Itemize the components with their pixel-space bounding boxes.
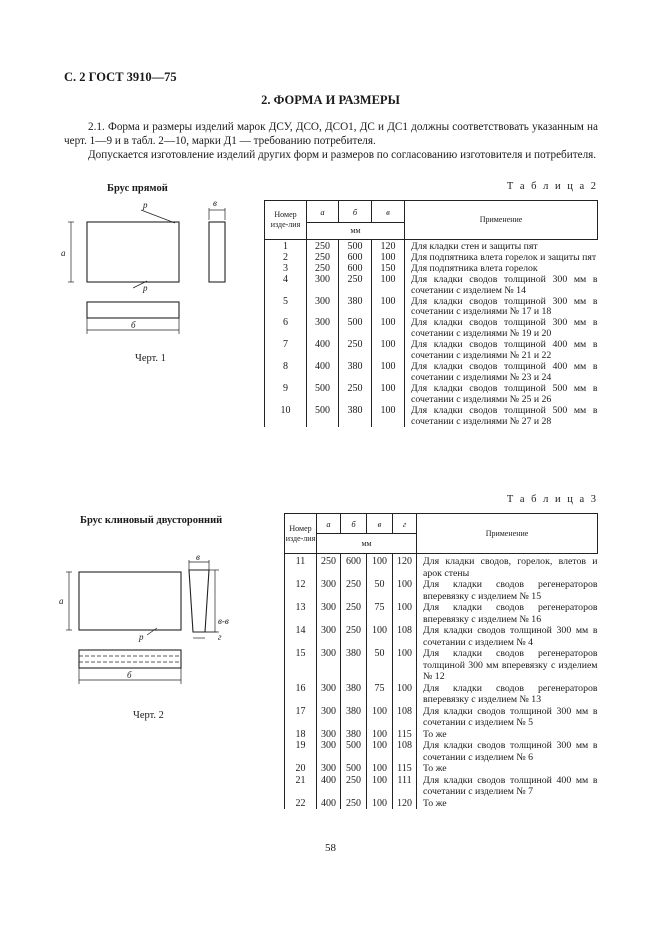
table2-cell-number: 3 [265, 264, 307, 275]
table3-cell-g: 115 [393, 729, 417, 741]
table3-cell-b: 600 [341, 554, 367, 580]
table3-cell-v: 100 [367, 775, 393, 798]
table-row [285, 579, 598, 602]
table3-caption: Т а б л и ц а 3 [506, 494, 598, 505]
table-row [285, 729, 598, 741]
table3-cell-v: 100 [367, 763, 393, 775]
table3-cell-a: 250 [317, 554, 341, 580]
table3-cell-application: То же [417, 763, 598, 775]
table3-cell-a: 300 [317, 740, 341, 763]
table3-cell-v: 100 [367, 798, 393, 810]
table3-cell-v: 100 [367, 625, 393, 648]
figure2-front-view [79, 572, 181, 630]
table-row [285, 554, 598, 580]
table3-header-application: Применение [417, 514, 598, 554]
table2-cell-v: 100 [372, 253, 405, 264]
table2-cell-a: 400 [307, 362, 339, 384]
table3-header-g: г [393, 514, 417, 534]
table-row [285, 763, 598, 775]
table2-cell-b: 380 [339, 297, 372, 319]
table2-cell-application: Для кладки сводов толщиной 300 мм в сочетании с изделием № 14 [405, 275, 598, 297]
table2-cell-number: 2 [265, 253, 307, 264]
table3-cell-a: 300 [317, 763, 341, 775]
table3-cell-a: 300 [317, 683, 341, 706]
table3-header-number: Номер изде-лия [285, 514, 317, 554]
table2-cell-a: 500 [307, 406, 339, 428]
figure2-label-v: в [196, 552, 200, 562]
table2-header-b: б [339, 201, 372, 223]
table3-cell-v: 100 [367, 706, 393, 729]
table-row [265, 340, 598, 362]
figure2-drawing [55, 550, 255, 700]
table2-cell-a: 300 [307, 318, 339, 340]
table3-cell-b: 380 [341, 729, 367, 741]
table2-header-unit: мм [307, 223, 405, 240]
table2-cell-a: 400 [307, 340, 339, 362]
table3-cell-v: 75 [367, 602, 393, 625]
table2-cell-b: 380 [339, 406, 372, 428]
table3-cell-a: 300 [317, 579, 341, 602]
figure2-label-b: б [127, 670, 132, 680]
table3-cell-application: Для кладки сводов толщиной 400 мм в сочетании с изделием № 7 [417, 775, 598, 798]
table2-cell-number: 9 [265, 384, 307, 406]
figure2-top-view [79, 650, 181, 668]
table2-cell-b: 250 [339, 275, 372, 297]
table3-cell-a: 300 [317, 648, 341, 683]
table3-cell-g: 120 [393, 798, 417, 810]
table2 [264, 200, 598, 427]
table2-cell-number: 6 [265, 318, 307, 340]
table3-cell-b: 380 [341, 648, 367, 683]
figure1-caption: Черт. 1 [135, 353, 166, 364]
table3-cell-number: 16 [285, 683, 317, 706]
figure2-caption: Черт. 2 [133, 710, 164, 721]
table2-cell-number: 7 [265, 340, 307, 362]
table2-cell-application: Для кладки сводов толщиной 500 мм в сочетании с изделиями № 27 и 28 [405, 406, 598, 428]
table-row [285, 798, 598, 810]
table2-cell-v: 100 [372, 406, 405, 428]
table3-cell-g: 111 [393, 775, 417, 798]
table2-cell-a: 300 [307, 297, 339, 319]
figure1-label-r-bottom: р [143, 283, 148, 293]
table3-cell-application: Для кладки сводов толщиной 300 мм в сочетании с изделием № 5 [417, 706, 598, 729]
table3-cell-application: Для кладки сводов регенераторов вперевязку с изделием № 15 [417, 579, 598, 602]
table2-cell-b: 500 [339, 318, 372, 340]
figure1-label-a: а [61, 248, 66, 258]
table3-cell-b: 380 [341, 683, 367, 706]
table3-cell-a: 300 [317, 602, 341, 625]
table3-cell-g: 108 [393, 625, 417, 648]
table2-cell-application: Для кладки сводов толщиной 500 мм в сочетании с изделиями № 25 и 26 [405, 384, 598, 406]
table2-cell-v: 100 [372, 384, 405, 406]
table3-cell-b: 250 [341, 579, 367, 602]
table3-cell-number: 18 [285, 729, 317, 741]
table3-cell-a: 400 [317, 798, 341, 810]
table2-header-a: а [307, 201, 339, 223]
table3-cell-g: 108 [393, 740, 417, 763]
figure2-label-a: а [59, 596, 64, 606]
table-row [265, 240, 598, 253]
table3-cell-b: 250 [341, 602, 367, 625]
table3-cell-number: 17 [285, 706, 317, 729]
table3-header-unit: мм [317, 534, 417, 554]
figure1-title: Брус прямой [107, 183, 168, 194]
section-title: 2. ФОРМА И РАЗМЕРЫ [261, 93, 400, 107]
table2-cell-number: 10 [265, 406, 307, 428]
table3-cell-a: 400 [317, 775, 341, 798]
table3-cell-number: 22 [285, 798, 317, 810]
table3-cell-number: 13 [285, 602, 317, 625]
table-row [265, 384, 598, 406]
table2-header-v: в [372, 201, 405, 223]
table3-cell-g: 115 [393, 763, 417, 775]
table2-cell-application: Для кладки сводов толщиной 400 мм в сочетании с изделиями № 23 и 24 [405, 362, 598, 384]
table2-cell-a: 300 [307, 275, 339, 297]
table-row [285, 625, 598, 648]
table2-cell-v: 100 [372, 318, 405, 340]
table3-cell-g: 100 [393, 579, 417, 602]
table3-cell-v: 50 [367, 579, 393, 602]
table2-cell-b: 500 [339, 240, 372, 253]
table3-cell-b: 250 [341, 775, 367, 798]
table3-cell-v: 100 [367, 740, 393, 763]
table2-cell-v: 120 [372, 240, 405, 253]
paragraph-2-1: 2.1. Форма и размеры изделий марок ДСУ, ДСО, ДСО1, ДС и ДС1 должны соответствовать указанным на черт. 1—9 и в табл. 2—10, марки Д1 — требованию потребителя. [64, 121, 598, 147]
table2-header-application: Применение [405, 201, 598, 240]
table3-cell-g: 120 [393, 554, 417, 580]
table3-cell-b: 250 [341, 625, 367, 648]
paragraph-permission: Допускается изготовление изделий других форм и размеров по согласованию изготовителя и потребителя. [88, 149, 597, 161]
table3-cell-application: То же [417, 798, 598, 810]
table3-cell-b: 250 [341, 798, 367, 810]
table3-cell-a: 300 [317, 706, 341, 729]
table3-cell-number: 21 [285, 775, 317, 798]
table2-header-number: Номер изде-лия [265, 201, 307, 240]
table3-cell-a: 300 [317, 625, 341, 648]
table3-cell-v: 75 [367, 683, 393, 706]
table2-cell-v: 150 [372, 264, 405, 275]
table-row [285, 740, 598, 763]
table3-cell-a: 300 [317, 729, 341, 741]
table2-cell-b: 600 [339, 264, 372, 275]
table2-cell-a: 250 [307, 253, 339, 264]
table2-cell-application: Для кладки стен и защиты пят [405, 240, 598, 253]
table3-header-a: а [317, 514, 341, 534]
table3-cell-b: 500 [341, 763, 367, 775]
figure1-front-view [87, 222, 179, 282]
table2-cell-number: 1 [265, 240, 307, 253]
table3-cell-b: 380 [341, 706, 367, 729]
table-row [265, 406, 598, 428]
table3-cell-application: Для кладки сводов регенераторов толщиной 300 мм вперевязку с изделием № 12 [417, 648, 598, 683]
table3-cell-application: Для кладки сводов толщиной 300 мм в сочетании с изделием № 6 [417, 740, 598, 763]
table3-cell-g: 108 [393, 706, 417, 729]
table3-cell-v: 100 [367, 729, 393, 741]
table2-cell-b: 250 [339, 340, 372, 362]
figure1-drawing [55, 190, 255, 350]
table3-cell-number: 11 [285, 554, 317, 580]
figure1-side-view [209, 222, 225, 282]
table3-cell-application: Для кладки сводов регенераторов вперевязку с изделием № 16 [417, 602, 598, 625]
page-number: 58 [325, 842, 336, 854]
table3 [284, 513, 598, 809]
table3-header-v: в [367, 514, 393, 534]
table3-cell-number: 19 [285, 740, 317, 763]
table3-cell-application: Для кладки сводов, горелок, влетов и арок стены [417, 554, 598, 580]
table3-cell-v: 100 [367, 554, 393, 580]
table-row [285, 706, 598, 729]
table3-cell-g: 100 [393, 683, 417, 706]
table2-cell-b: 600 [339, 253, 372, 264]
table2-cell-v: 100 [372, 340, 405, 362]
table3-header-b: б [341, 514, 367, 534]
table2-cell-application: Для кладки сводов толщиной 300 мм в сочетании с изделиями № 17 и 18 [405, 297, 598, 319]
table3-cell-number: 12 [285, 579, 317, 602]
table-row [285, 602, 598, 625]
figure1-label-v: в [213, 198, 217, 208]
table3-cell-g: 100 [393, 602, 417, 625]
table3-cell-number: 15 [285, 648, 317, 683]
table2-cell-number: 5 [265, 297, 307, 319]
table2-cell-a: 250 [307, 264, 339, 275]
figure2-label-r: р [139, 632, 144, 642]
figure2-label-g: г [218, 632, 222, 642]
table3-cell-g: 100 [393, 648, 417, 683]
table2-cell-v: 100 [372, 297, 405, 319]
table3-cell-application: Для кладки сводов толщиной 300 мм в сочетании с изделием № 4 [417, 625, 598, 648]
table-row [285, 683, 598, 706]
table2-cell-application: Для подпятника влета горелок [405, 264, 598, 275]
table-row [265, 318, 598, 340]
table2-cell-v: 100 [372, 362, 405, 384]
figure2-label-v-minus-g: в-в [218, 616, 229, 626]
table2-cell-b: 250 [339, 384, 372, 406]
table2-cell-application: Для кладки сводов толщиной 400 мм в сочетании с изделиями № 21 и 22 [405, 340, 598, 362]
table-row [265, 275, 598, 297]
table3-cell-v: 50 [367, 648, 393, 683]
table2-cell-application: Для кладки сводов толщиной 300 мм в сочетании с изделиями № 19 и 20 [405, 318, 598, 340]
table2-cell-a: 500 [307, 384, 339, 406]
table2-cell-v: 100 [372, 275, 405, 297]
table-row [265, 297, 598, 319]
figure1-label-r-top: р [143, 200, 148, 210]
table3-cell-b: 500 [341, 740, 367, 763]
table-row [265, 362, 598, 384]
figure2-side-view [189, 570, 209, 632]
table3-cell-application: То же [417, 729, 598, 741]
table-row [285, 775, 598, 798]
table2-cell-b: 380 [339, 362, 372, 384]
table2-cell-number: 4 [265, 275, 307, 297]
figure1-top-view [87, 302, 179, 318]
table2-caption: Т а б л и ц а 2 [506, 181, 598, 192]
page-header: С. 2 ГОСТ 3910—75 [64, 70, 177, 84]
table-row [285, 648, 598, 683]
table3-cell-number: 14 [285, 625, 317, 648]
figure1-label-b: б [131, 320, 136, 330]
table2-cell-number: 8 [265, 362, 307, 384]
table2-cell-a: 250 [307, 240, 339, 253]
table2-cell-application: Для подпятника влета горелок и защиты пят [405, 253, 598, 264]
figure2-title: Брус клиновый двусторонний [80, 515, 223, 526]
table3-cell-number: 20 [285, 763, 317, 775]
table3-cell-application: Для кладки сводов регенераторов вперевязку с изделием № 13 [417, 683, 598, 706]
